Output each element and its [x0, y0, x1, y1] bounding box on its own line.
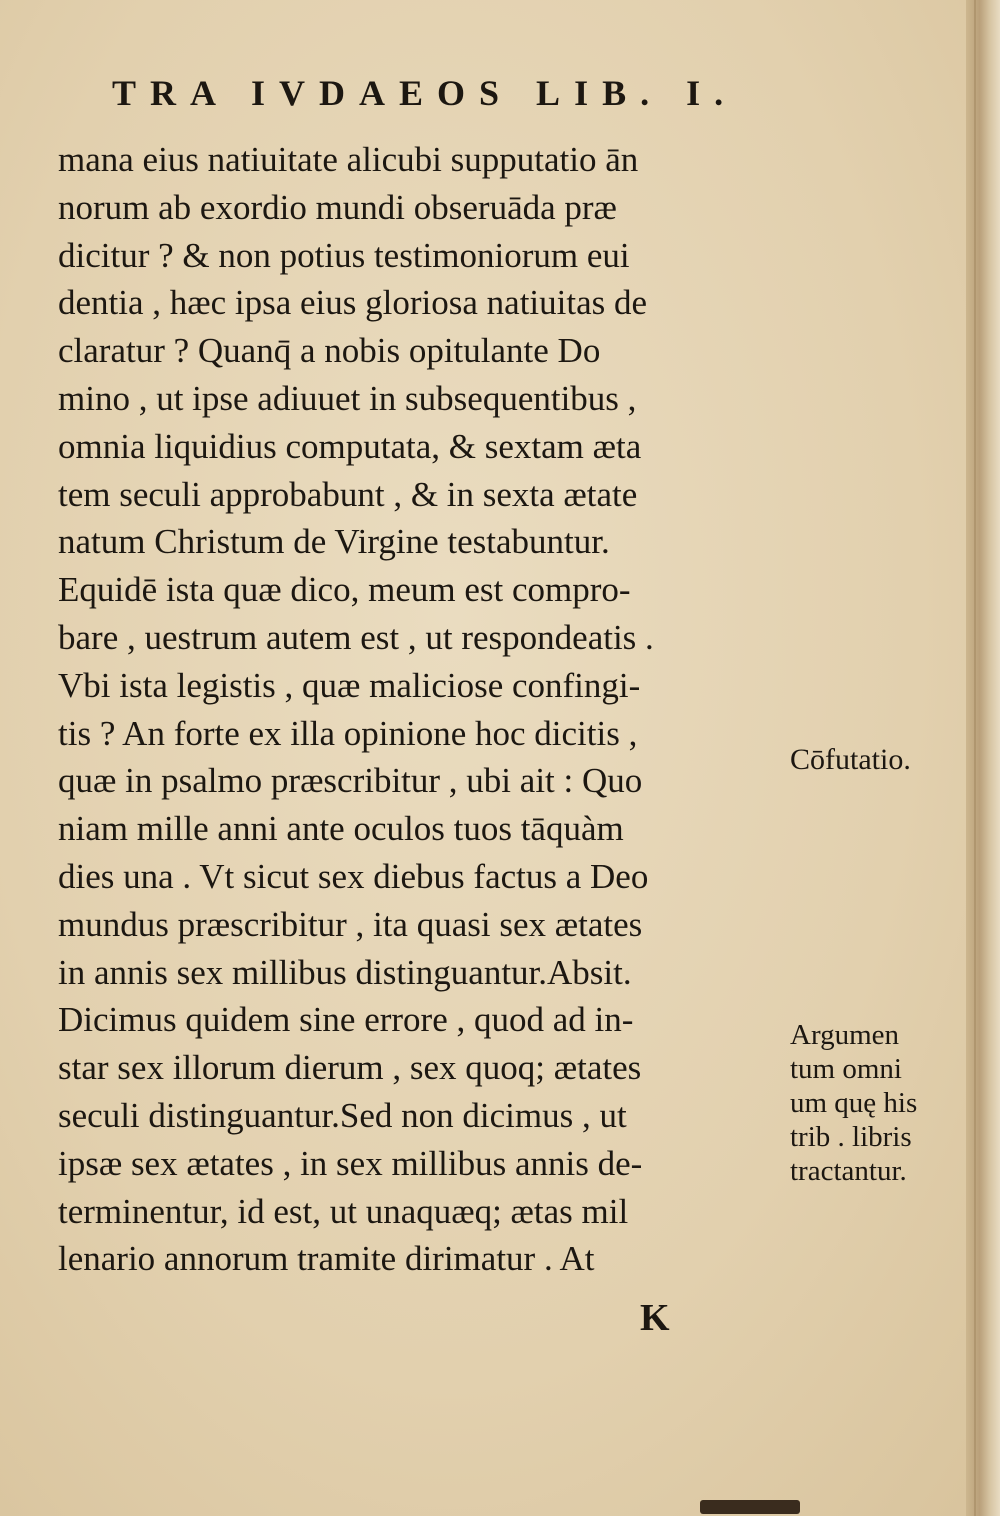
- body-text: [58, 136, 788, 1283]
- body-line: dicitur ? & non potius testimoniorum eui: [58, 235, 630, 275]
- marginal-note-line: tum omni: [790, 1053, 902, 1085]
- body-line: dies una . Vt sicut sex diebus factus a Deo: [58, 856, 649, 896]
- marginal-note-line: Argumen: [790, 1019, 900, 1051]
- body-line: omnia liquidius computata, & sextam æta: [58, 426, 642, 466]
- body-line: seculi distinguantur.Sed non dicimus , ut: [58, 1095, 627, 1135]
- marginal-note-confutatio: [790, 742, 980, 777]
- body-line: dentia , hæc ipsa eius gloriosa natiuitas de: [58, 283, 648, 323]
- body-line: mundus præscribitur , ita quasi sex ætates: [58, 904, 643, 944]
- marginal-note-line: Cōfutatio.: [790, 743, 911, 776]
- marginal-note-argument: [790, 1018, 980, 1188]
- body-line: claratur ? Quanq̄ a nobis opitulante Do: [58, 331, 601, 371]
- body-line: Vbi ista legistis , quæ maliciose confingi-: [58, 665, 641, 705]
- signature-mark: K: [640, 1297, 670, 1339]
- running-title: TRA IVDAEOS LIB. I.: [112, 73, 738, 113]
- binding-mark: [700, 1500, 800, 1514]
- body-line: Equidē ista quæ dico, meum est compro-: [58, 570, 631, 610]
- marginal-note-line: um quę his: [790, 1087, 918, 1119]
- body-line: lenario annorum tramite dirimatur . At: [58, 1239, 595, 1279]
- body-line: star sex illorum dierum , sex quoq; ætates: [58, 1048, 642, 1088]
- body-line: mana eius natiuitate alicubi supputatio ān: [58, 140, 639, 179]
- body-line: terminentur, id est, ut unaquæq; ætas mil: [58, 1191, 629, 1231]
- body-line: natum Christum de Virgine testabuntur.: [58, 522, 610, 562]
- body-line: tem seculi approbabunt , & in sexta ætate: [58, 474, 638, 514]
- body-line: bare , uestrum autem est , ut respondeatis .: [58, 617, 654, 657]
- body-line: in annis sex millibus distinguantur.Absit.: [58, 952, 632, 992]
- marginal-note-line: tractantur.: [790, 1155, 907, 1187]
- body-line: tis ? An forte ex illa opinione hoc dicitis ,: [58, 713, 638, 753]
- body-line: ipsæ sex ætates , in sex millibus annis de-: [58, 1143, 643, 1183]
- body-line: Dicimus quidem sine errore , quod ad in-: [58, 1000, 634, 1040]
- body-line: norum ab exordio mundi obseruāda præ: [58, 187, 617, 227]
- body-line: mino , ut ipse adiuuet in subsequentibus ,: [58, 378, 637, 418]
- body-line: niam mille anni ante oculos tuos tāquàm: [58, 809, 624, 849]
- marginal-note-line: trib . libris: [790, 1121, 912, 1153]
- body-line: quæ in psalmo præscribitur , ubi ait : Quo: [58, 761, 643, 801]
